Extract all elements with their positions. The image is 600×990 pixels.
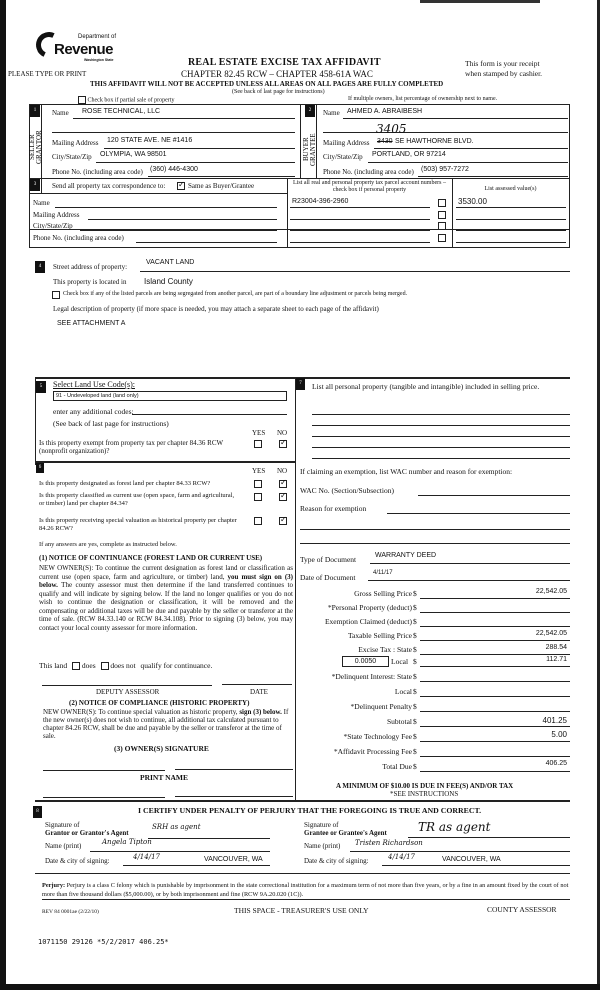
correspondence-mailing-field[interactable]: [88, 219, 277, 220]
county-field[interactable]: Island County: [144, 277, 193, 286]
seller-city-field[interactable]: OLYMPIA, WA 98501: [100, 151, 167, 158]
fee-rule: [420, 771, 570, 772]
grantor-signature-rule: [148, 838, 270, 839]
section6-no-header: NO: [277, 467, 288, 475]
fee-row: [300, 602, 570, 616]
section5-yes-header: YES: [252, 429, 266, 437]
parcel-number-field-1[interactable]: R23004-396-2960: [292, 198, 349, 205]
seller-mailing-field[interactable]: 120 STATE AVE. NE #1416: [107, 137, 193, 144]
owner-signature-field-2[interactable]: [175, 769, 293, 770]
parties-divider: [300, 104, 301, 179]
seller-city-label: City/State/Zip: [52, 153, 92, 161]
taxable-selling-price-field[interactable]: 22,542.05: [535, 630, 567, 637]
form-revision: REV 84 0001ae (2/22/10): [42, 909, 99, 915]
treasurer-use-label: THIS SPACE - TREASURER'S USE ONLY: [234, 906, 369, 915]
certify-statement: I CERTIFY UNDER PENALTY OF PERJURY THAT THE FOREGOING IS TRUE AND CORRECT.: [138, 806, 482, 815]
buyer-mailing-rule: [374, 148, 568, 149]
form-subtitle: CHAPTER 82.45 RCW – CHAPTER 458-61A WAC: [181, 69, 373, 79]
fee-row: [300, 656, 570, 670]
segregated-checkbox[interactable]: [52, 291, 60, 299]
notice2-bold: sign (3) below.: [239, 708, 282, 716]
perjury-text: Perjury is a class C felony which is punishable by imprisonment in the state correctional institution for a maximum term of not more than five years, or by a fine in an amount fixed by the court of not more than five thousand dollars ($5,000.00), or by both imprisonment and fine (RCW 9A.20.020 (1C)).: [42, 882, 569, 898]
buyer-mailing-handwritten-correction: 3405: [376, 122, 407, 136]
fee-row: [300, 644, 570, 656]
excise-state-field[interactable]: 288.54: [545, 644, 567, 651]
dollar-sign: $: [413, 617, 417, 626]
exemption-reason-field-2[interactable]: [300, 529, 570, 530]
document-type-rule: [370, 563, 570, 564]
assessed-rule-1: [456, 207, 566, 208]
excise-local-field[interactable]: 112.71: [546, 656, 567, 663]
correspondence-name-field[interactable]: [55, 207, 277, 208]
seller-name-field[interactable]: ROSE TECHNICAL, LLC: [82, 108, 161, 115]
buyer-city-label: City/State/Zip: [323, 153, 363, 161]
assessor-date-label: DATE: [250, 688, 268, 696]
grantor-date-field[interactable]: 4/14/17: [133, 853, 160, 861]
subtotal-field[interactable]: 401.25: [542, 716, 567, 725]
buyer-phone-rule: [418, 176, 568, 177]
dollar-sign: $: [413, 631, 417, 640]
additional-codes-label: enter any additional codes:: [53, 407, 134, 416]
grantor-name-rule: [90, 851, 270, 852]
partial-sale-checkbox[interactable]: [78, 96, 86, 104]
section8-top-rule: [35, 800, 570, 802]
fee-row: [300, 745, 570, 760]
grantee-date-rule: [382, 865, 570, 866]
assessed-values-header: List assessed value(s): [484, 186, 537, 192]
exemption-reason-field-3[interactable]: [300, 543, 570, 544]
fee-rule: [420, 598, 570, 599]
seller-label: SELLER: [28, 134, 36, 161]
fee-rule: [420, 640, 570, 641]
owner-signature-label: (3) OWNER(S) SIGNATURE: [114, 744, 209, 753]
notice-compliance-title: (2) NOTICE OF COMPLIANCE (HISTORIC PROPERTY): [69, 699, 250, 707]
notice-compliance-body: [43, 708, 293, 740]
grantee-name-label: Name (print): [304, 842, 341, 850]
section-4-number: 4: [35, 261, 45, 273]
does-not-qualify-checkbox[interactable]: [101, 662, 109, 670]
fee-row: [300, 630, 570, 644]
grantor-sig-label-line1: Signature of: [45, 821, 80, 829]
wac-number-field[interactable]: [418, 495, 570, 496]
delinquent-penalty-label: *Delinquent Penalty: [350, 702, 412, 711]
state-technology-fee-field[interactable]: 5.00: [551, 730, 567, 739]
notice1-text-a: NEW OWNER(S): To continue the current designation as forest land or classification as current use (open space, farm and agriculture, or timber) land,: [39, 564, 293, 581]
notice1-text-b: The county assessor must then determine if the land transferred continues to qualify and will indicate by signing below. If the land no longer qualifies or you do not wish to continue the designation or classification, it will be removed and the compensating or additional taxes will be due and payable by the seller or transferor at the time of sale. (RCW 84.33.140 or RCW 84.34.108). Prior to signing (3) below, you may contact your local county assessor for more information.: [39, 581, 293, 632]
dollar-sign: $: [413, 657, 417, 666]
receipt-line2: when stamped by cashier.: [465, 69, 543, 78]
parcel-rule-1: [290, 207, 430, 208]
dollar-sign: $: [413, 589, 417, 598]
grantee-signature-rule: [408, 837, 570, 838]
fee-rule: [420, 626, 570, 627]
section-6-number: 6: [36, 463, 44, 473]
personal-property-field-3[interactable]: [312, 436, 570, 437]
grantor-name-field[interactable]: Angela Tipton: [102, 838, 152, 846]
buyer-mailing-struck-number: 3430: [377, 138, 393, 145]
exemption-label: If claiming an exemption, list WAC number and reason for exemption:: [300, 467, 513, 476]
exemption-claimed-label: Exemption Claimed (deduct): [324, 617, 412, 626]
buyer-mailing-label: Mailing Address: [323, 139, 370, 147]
buyer-name-line2-rule: [323, 132, 568, 133]
exemption-reason-field[interactable]: [387, 513, 570, 514]
segregated-label: Check box if any of the listed parcels are being segregated from another parcel, are part of a boundary line adjustment or parcels being merged.: [63, 291, 408, 297]
buyer-phone-field[interactable]: (503) 957-7272: [421, 166, 469, 173]
seller-name-label: Name: [52, 109, 69, 117]
street-address-field[interactable]: VACANT LAND: [146, 259, 195, 266]
dollar-sign: $: [413, 672, 417, 681]
grantee-sig-label-line1: Signature of: [304, 821, 339, 829]
fee-rule: [420, 741, 570, 742]
grantee-date-field[interactable]: 4/14/17: [388, 853, 415, 861]
parcel-divider-lower: [287, 230, 288, 248]
does-qualify-checkbox[interactable]: [72, 662, 80, 670]
personal-property-checkbox-2[interactable]: [438, 211, 446, 219]
deputy-assessor-signature-field[interactable]: [42, 685, 212, 686]
buyer-name-rule: [343, 118, 568, 119]
taxable-selling-price-label: Taxable Selling Price: [347, 631, 412, 640]
see-instructions-note: *SEE INSTRUCTIONS: [390, 790, 459, 798]
section5-bottom-rule: [35, 461, 295, 463]
document-date-label: Date of Document: [300, 573, 356, 582]
scan-edge-top: [420, 0, 540, 3]
correspondence-city-label: City/State/Zip: [33, 222, 73, 230]
buyer-city-rule: [368, 162, 568, 163]
grantor-sig-label-line2: Grantor or Grantor's Agent: [45, 829, 129, 837]
grantee-label: GRANTEE: [309, 133, 317, 166]
correspondence-name-label: Name: [33, 199, 50, 207]
agency-line2: Revenue: [54, 41, 114, 58]
see-back-note: (See back of last page for instructions): [232, 89, 325, 95]
assessed-value-field-2[interactable]: [456, 219, 566, 220]
section-2-number: 2: [305, 105, 315, 117]
buyer-name-field[interactable]: AHMED A. ABRAIBESH: [347, 108, 423, 115]
section5-no-header: NO: [277, 429, 288, 437]
grantee-date-label: Date & city of signing:: [304, 857, 369, 865]
grantor-signature-label: [45, 821, 129, 837]
document-type-field[interactable]: WARRANTY DEED: [375, 552, 437, 559]
cashier-receipt-stamp: 1071150 29126 *5/2/2017 406.25*: [38, 938, 169, 946]
owner-signature-field-1[interactable]: [43, 770, 165, 771]
notice1-bold: you must sign on (3) below.: [39, 572, 294, 589]
fee-row: [300, 670, 570, 685]
assessed-value-field-1[interactable]: 3530.00: [458, 197, 487, 206]
historical-yes-checkbox[interactable]: [254, 517, 262, 525]
fee-rule: [420, 654, 570, 655]
section3-top-rule: [29, 178, 570, 179]
grantee-signature-label: [304, 821, 387, 837]
fee-table: [300, 588, 570, 775]
fee-rule: [420, 612, 570, 613]
grantee-name-field[interactable]: Tristen Richardson: [355, 839, 423, 847]
does-label: does: [81, 661, 96, 670]
forest-land-question: Is this property designated as forest land per chapter 84.33 RCW?: [39, 480, 211, 487]
buyer-label: BUYER: [302, 137, 310, 162]
scan-edge-bottom: [0, 984, 600, 990]
current-use-no-checkbox[interactable]: [279, 493, 287, 501]
dept-revenue-logo: [36, 32, 121, 62]
seller-phone-label: Phone No. (including area code): [52, 168, 143, 176]
located-in-label: This property is located in: [53, 278, 127, 286]
dollar-sign: $: [413, 762, 417, 771]
grantor-label: GRANTOR: [35, 130, 43, 165]
grantee-sig-label-line2: Grantee or Grantee's Agent: [304, 829, 387, 837]
receipt-note: [465, 59, 542, 79]
current-use-question: Is this property classified as current use (open space, farm and agricultural, or timber) land per chapter 84.34?: [39, 492, 235, 507]
receipt-line1: This form is your receipt: [465, 59, 540, 68]
assessor-date-field[interactable]: [222, 684, 292, 685]
assessed-divider-lower: [452, 230, 453, 248]
perjury-top-rule: [35, 873, 570, 874]
legal-description-label: Legal description of property (if more space is needed, you may attach a separate sheet to each page of the affidavit): [53, 305, 379, 313]
scan-edge-left: [0, 0, 6, 990]
fee-rule: [420, 696, 570, 697]
correspondence-phone-label: Phone No. (including area code): [33, 234, 124, 242]
fee-rule: [420, 726, 570, 727]
seller-mailing-rule: [104, 148, 295, 149]
fee-row: [300, 616, 570, 630]
county-assessor-label: COUNTY ASSESSOR: [487, 905, 557, 914]
parcel-numbers-header: List all real and personal property tax parcel account numbers – check box if personal property: [293, 180, 446, 193]
section6-yes-header: YES: [252, 467, 266, 475]
grantee-city-field[interactable]: VANCOUVER, WA: [442, 856, 501, 863]
middle-column-divider: [295, 377, 296, 800]
additional-codes-field[interactable]: [132, 414, 287, 415]
gross-selling-price-field[interactable]: 22,542.05: [535, 588, 567, 595]
fee-row: [300, 760, 570, 775]
grantor-date-rule: [123, 865, 270, 866]
if-yes-instruction: If any answers are yes, complete as instructed below.: [39, 541, 177, 548]
delinquent-interest-state-label: *Delinquent Interest: State: [331, 672, 412, 681]
agency-line1: Department of: [78, 34, 117, 40]
section-8-number: 8: [33, 806, 42, 818]
fee-rule: [420, 681, 570, 682]
fee-rule: [420, 711, 570, 712]
grantee-signature-field[interactable]: TR as agent: [418, 820, 491, 834]
this-land-label: This land: [39, 661, 68, 670]
qualify-label: qualify for continuance.: [140, 661, 213, 670]
correspondence-mailing-label: Mailing Address: [33, 211, 80, 219]
exempt-question: Is this property exempt from property tax per chapter 84.36 RCW (nonprofit organization)?: [39, 439, 223, 455]
dollar-sign: $: [413, 717, 417, 726]
historical-question: Is this property receiving special valuation as historical property per chapter 84.26 RCW?: [39, 517, 237, 532]
wac-number-label: WAC No. (Section/Subsection): [300, 486, 394, 495]
does-not-label: does not: [110, 661, 136, 670]
multiple-owners-note: If multiple owners, list percentage of ownership next to name.: [348, 96, 498, 102]
historical-no-checkbox[interactable]: [279, 517, 287, 525]
notice-continuance-title: (1) NOTICE OF CONTINUANCE (FOREST LAND OR CURRENT USE): [39, 554, 263, 562]
partial-sale-label: Check box if partial sale of property: [87, 97, 175, 104]
seller-grantor-label: [29, 120, 41, 175]
minimum-due-note: A MINIMUM OF $10.00 IS DUE IN FEE(S) AND/OR TAX: [336, 782, 514, 790]
buyer-grantee-label: [303, 122, 316, 177]
form-title: REAL ESTATE EXCISE TAX AFFIDAVIT: [188, 57, 381, 68]
same-as-buyer-label: Same as Buyer/Grantee: [188, 182, 255, 190]
dollar-sign: $: [413, 645, 417, 654]
gross-selling-price-label: Gross Selling Price: [354, 589, 412, 598]
partial-sale-checkbox-row: [78, 96, 174, 104]
please-type-note: PLEASE TYPE OR PRINT: [8, 70, 87, 78]
print-name-label: PRINT NAME: [140, 773, 188, 782]
dollar-sign: $: [413, 687, 417, 696]
personal-property-label: List all personal property (tangible and intangible) included in selling price.: [312, 382, 540, 391]
agency-state: Washington State: [84, 58, 114, 62]
excise-state-label: Excise Tax : State: [358, 645, 412, 654]
land-use-code-label: Select Land Use Code(s):: [53, 380, 135, 389]
grantor-city-field[interactable]: VANCOUVER, WA: [204, 856, 263, 863]
excise-local-label: Local: [391, 657, 409, 666]
total-due-field[interactable]: 406.25: [545, 760, 567, 767]
completion-warning: THIS AFFIDAVIT WILL NOT BE ACCEPTED UNLESS ALL AREAS ON ALL PAGES ARE FULLY COMPLETED: [90, 80, 444, 88]
grantor-date-label: Date & city of signing:: [45, 857, 110, 865]
fee-row: [300, 700, 570, 715]
personal-property-field-4[interactable]: [312, 447, 570, 448]
section-1-number: 1: [30, 105, 40, 117]
buyer-name-label: Name: [323, 109, 340, 117]
section-7-number: 7: [296, 378, 305, 390]
forest-no-checkbox[interactable]: [279, 480, 287, 488]
delinquent-interest-local-label: Local: [394, 687, 412, 696]
affidavit-processing-fee-label: *Affidavit Processing Fee: [333, 747, 412, 756]
section-5-number: 5: [36, 381, 46, 393]
fee-row: [300, 730, 570, 745]
fee-rule: [420, 666, 570, 667]
grantor-name-label: Name (print): [45, 842, 82, 850]
send-correspondence-label: Send all property tax correspondence to:: [52, 182, 166, 190]
parcel-divider: [287, 178, 288, 230]
fee-row: [300, 588, 570, 602]
fee-row: [300, 685, 570, 700]
land-use-code-select[interactable]: 91 - Undeveloped land (land only): [53, 391, 287, 401]
deputy-assessor-label: DEPUTY ASSESSOR: [96, 688, 160, 696]
dollar-sign: $: [413, 747, 417, 756]
notice-continuance-body: [39, 564, 293, 632]
owner-print-name-field-2[interactable]: [175, 796, 293, 797]
document-type-label: Type of Document: [300, 555, 357, 564]
personal-property-deduct-label: *Personal Property (deduct): [327, 603, 412, 612]
forest-yes-checkbox[interactable]: [254, 480, 262, 488]
section3-header-rule: [29, 193, 287, 194]
section3-lower-box: [29, 230, 570, 248]
parcel-number-field-2[interactable]: [290, 219, 430, 220]
qualify-continuance-row: [39, 661, 212, 670]
seller-phone-rule: [148, 176, 295, 177]
legal-description-field[interactable]: SEE ATTACHMENT A: [57, 320, 126, 327]
seller-phone-field[interactable]: (360) 446-4300: [150, 166, 198, 173]
street-address-rule: [140, 271, 570, 272]
seller-mailing-label: Mailing Address: [52, 139, 99, 147]
seller-name-rule: [73, 118, 295, 119]
local-rate-field[interactable]: 0.0050: [342, 656, 389, 667]
seller-name-line2-rule: [52, 132, 295, 133]
section5-see-back: (See back of last page for instructions): [53, 419, 169, 428]
personal-property-field-2[interactable]: [312, 425, 570, 426]
exemption-reason-label: Reason for exemption: [300, 504, 367, 513]
section3-num-rule: [41, 179, 42, 193]
personal-property-field-1[interactable]: [312, 414, 570, 415]
owner-print-name-field-1[interactable]: [43, 797, 165, 798]
perjury-bold: Perjury:: [42, 882, 66, 889]
buyer-city-field[interactable]: PORTLAND, OR 97214: [372, 151, 446, 158]
grantee-name-rule: [350, 851, 570, 852]
subtotal-label: Subtotal: [386, 717, 412, 726]
section-3-number: 3: [30, 179, 40, 191]
buyer-mailing-field[interactable]: SE HAWTHORNE BLVD.: [395, 138, 474, 145]
personal-property-field-5[interactable]: [312, 458, 570, 459]
grantor-signature-field[interactable]: SRH as agent: [152, 823, 201, 831]
state-technology-fee-label: *State Technology Fee: [343, 732, 412, 741]
notice2-text-a: NEW OWNER(S): To continue special valuation as historic property,: [43, 708, 240, 716]
personal-property-checkbox-1[interactable]: [438, 199, 446, 207]
dollar-sign: $: [413, 702, 417, 711]
fee-row: [300, 715, 570, 730]
exempt-no-checkbox[interactable]: [279, 440, 287, 448]
dollar-sign: $: [413, 603, 417, 612]
buyer-phone-label: Phone No. (including area code): [323, 168, 414, 176]
document-date-rule: [368, 580, 570, 581]
same-as-buyer-checkbox[interactable]: [177, 182, 185, 190]
seller-city-rule: [96, 162, 295, 163]
street-address-label: Street address of property:: [53, 263, 128, 271]
exempt-yes-checkbox[interactable]: [254, 440, 262, 448]
notice2-text-b: If the new owner(s) does not wish to continue, all additional tax calculated pursuant to chapter 84.26 RCW, shall be due and payable by the seller or transferor at the time of sale.: [43, 708, 289, 740]
dollar-sign: $: [413, 732, 417, 741]
current-use-yes-checkbox[interactable]: [254, 493, 262, 501]
personal-property-checkbox-3[interactable]: [438, 222, 446, 230]
fee-rule: [420, 756, 570, 757]
perjury-notice: [42, 881, 570, 900]
document-date-field[interactable]: 4/11/17: [373, 570, 393, 576]
total-due-label: Total Due: [382, 762, 412, 771]
